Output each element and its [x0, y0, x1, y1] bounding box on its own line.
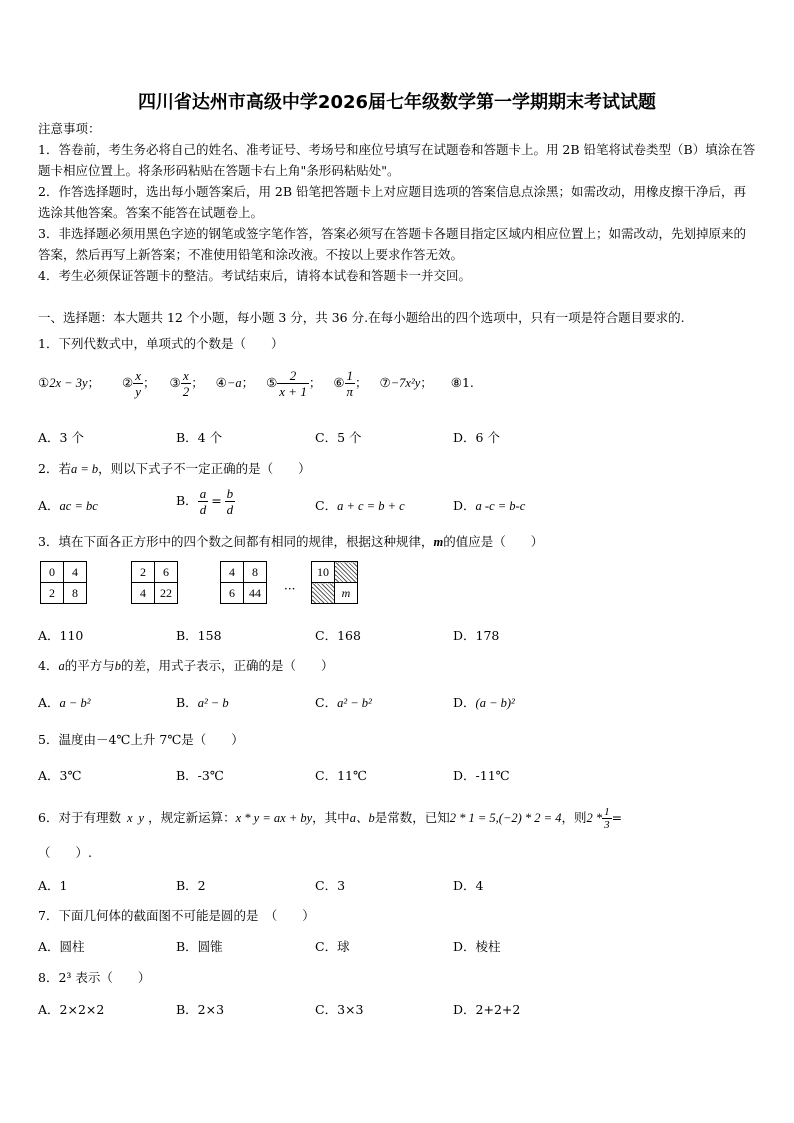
- q5-option-c: C．11℃: [315, 768, 367, 783]
- q6-option-c: C．3: [315, 878, 346, 893]
- q1-item-5-fraction: $\frac{2}{x + 1}$: [279, 368, 307, 399]
- q2-option-a: A．ac = bc: [38, 498, 98, 513]
- question-3-stem: 3．填在下面各正方形中的四个数之间都有相同的规律，根据这种规律，m的值应是（ ）: [38, 534, 544, 549]
- note-item-4: 4．考生必须保证答题卡的整洁。考试结束后，请将本试卷和答题卡一并交回。: [38, 268, 471, 283]
- q1-item-2-fraction: $\frac{x}{y}$: [135, 368, 141, 399]
- q7-option-a: A．圆柱: [38, 939, 85, 954]
- q3-grid-4: 10 m: [311, 561, 358, 604]
- q1-item-1-label: ①: [38, 375, 50, 390]
- q1-item-3-label: ③: [169, 375, 181, 390]
- q3-option-a: A．110: [38, 628, 84, 643]
- q1-item-7: −7x²y: [390, 376, 421, 390]
- hatched-cell: [335, 562, 358, 583]
- q3-ellipsis: ···: [284, 582, 296, 596]
- q2-option-c: C．a + c = b + c: [315, 498, 405, 513]
- q6-option-b: B．2: [176, 878, 206, 893]
- question-7-stem: 7．下面几何体的截面图不可能是圆的是 （ ）: [38, 908, 315, 923]
- q8-option-b: B．2×3: [176, 1002, 225, 1017]
- notes-heading: 注意事项：: [38, 121, 101, 136]
- q1-item-4: −a: [226, 376, 242, 390]
- question-2-stem: 2．若a = b，则以下式子不一定正确的是（ ）: [38, 461, 311, 476]
- q3-option-d: D．178: [453, 628, 500, 643]
- q3-option-b: B．158: [176, 628, 222, 643]
- q3-option-c: C．168: [315, 628, 361, 643]
- question-1-items: ①2x − 3y； ② $\frac{x}{y}$ ； ③ $\frac{x}{2}$ ； ④−a； ⑤ $\frac{2}{x + 1}$ ； ⑥ $\frac{1}{\pi}$ ； ⑦−7x²y； ⑧1.: [38, 368, 474, 399]
- question-6-stem: 6．对于有理数 x y ，规定新运算：x * y = ax + by，其中a、b是常数，已知2 * 1 = 5,(−2) * 2 = 4，则2 * $\frac{1}{3}$ =: [38, 806, 623, 831]
- question-4-stem: 4．a的平方与b的差，用式子表示，正确的是（ ）: [38, 658, 334, 673]
- q1-item-7-label: ⑦: [379, 375, 391, 390]
- q5-option-b: B．-3℃: [176, 768, 224, 783]
- q1-option-d: D．6 个: [453, 430, 500, 445]
- q2-option-d: D．a -c = b-c: [453, 498, 526, 513]
- q4-option-c: C．a² − b²: [315, 695, 372, 710]
- q1-option-c: C．5 个: [315, 430, 362, 445]
- question-5-stem: 5．温度由－4℃上升 7℃是（ ）: [38, 732, 244, 747]
- q1-item-3-fraction: $\frac{x}{2}$: [182, 368, 190, 399]
- q5-option-a: A．3℃: [38, 768, 82, 783]
- section-heading: 一、选择题：本大题共 12 个小题，每小题 3 分，共 36 分.在每小题给出的四个选项中，只有一项是符合题目要求的.: [38, 310, 685, 325]
- note-item-1: 1．答卷前，考生务必将自己的姓名、准考证号、考场号和座位号填写在试题卷和答题卡上。用 2B 铅笔将试卷类型（B）填涂在答题卡相应位置上。将条形码粘贴在答题卡右上角"条形码粘贴处"。: [38, 142, 756, 178]
- q1-item-4-label: ④: [215, 375, 227, 390]
- q1-item-5-label: ⑤: [266, 375, 278, 390]
- page-title: 四川省达州市高级中学2026届七年级数学第一学期期末考试试题: [137, 92, 657, 113]
- q3-grid-2: 2 6 4 22: [131, 561, 178, 604]
- q1-item-6-fraction: $\frac{1}{\pi}$: [346, 368, 354, 399]
- question-1-stem: 1．下列代数式中，单项式的个数是（ ）: [38, 336, 284, 351]
- q8-option-c: C．3×3: [315, 1002, 364, 1017]
- q8-option-d: D．2+2+2: [453, 1002, 521, 1017]
- q1-item-8: ⑧1.: [450, 375, 474, 390]
- q1-option-a: A．3 个: [38, 430, 84, 445]
- q6-option-d: D．4: [453, 878, 484, 893]
- q7-option-c: C．球: [315, 939, 350, 954]
- q6-option-a: A．1: [38, 878, 68, 893]
- hatched-cell: [312, 583, 335, 604]
- q4-option-b: B．a² − b: [176, 695, 229, 710]
- q1-item-2-label: ②: [121, 375, 134, 390]
- q7-option-d: D．棱柱: [453, 939, 501, 954]
- note-item-2: 2．作答选择题时，选出每小题答案后，用 2B 铅笔把答题卡上对应题目选项的答案信息点涂黑；如需改动，用橡皮擦干净后，再选涂其他答案。答案不能答在试题卷上。: [38, 184, 747, 220]
- q1-option-b: B．4 个: [176, 430, 223, 445]
- q7-option-b: B．圆锥: [176, 939, 223, 954]
- q1-item-6-label: ⑥: [333, 375, 345, 390]
- q5-option-d: D．-11℃: [453, 768, 510, 783]
- note-item-3: 3．非选择题必须用黑色字迹的钢笔或签字笔作答，答案必须写在答题卡各题目指定区域内相应位置上；如需改动，先划掉原来的答案，然后再写上新答案；不准使用铅笔和涂改液。不按以上要求作答无效。: [38, 226, 746, 262]
- q4-option-d: D．(a − b)²: [453, 695, 515, 710]
- question-8-stem: 8．2³ 表示（ ）: [38, 970, 151, 985]
- q3-grid-3: 4 8 6 44: [220, 561, 267, 604]
- q2-option-b: B． $\frac{a}{d}$ = $\frac{b}{d}$: [176, 486, 234, 517]
- q4-option-a: A．a − b²: [38, 695, 91, 710]
- q8-option-a: A．2×2×2: [38, 1002, 105, 1017]
- q3-grid-1: 0 4 2 8: [40, 561, 87, 604]
- question-6-paren: （ ）.: [38, 845, 92, 860]
- q1-item-1: 2x − 3y: [49, 376, 88, 390]
